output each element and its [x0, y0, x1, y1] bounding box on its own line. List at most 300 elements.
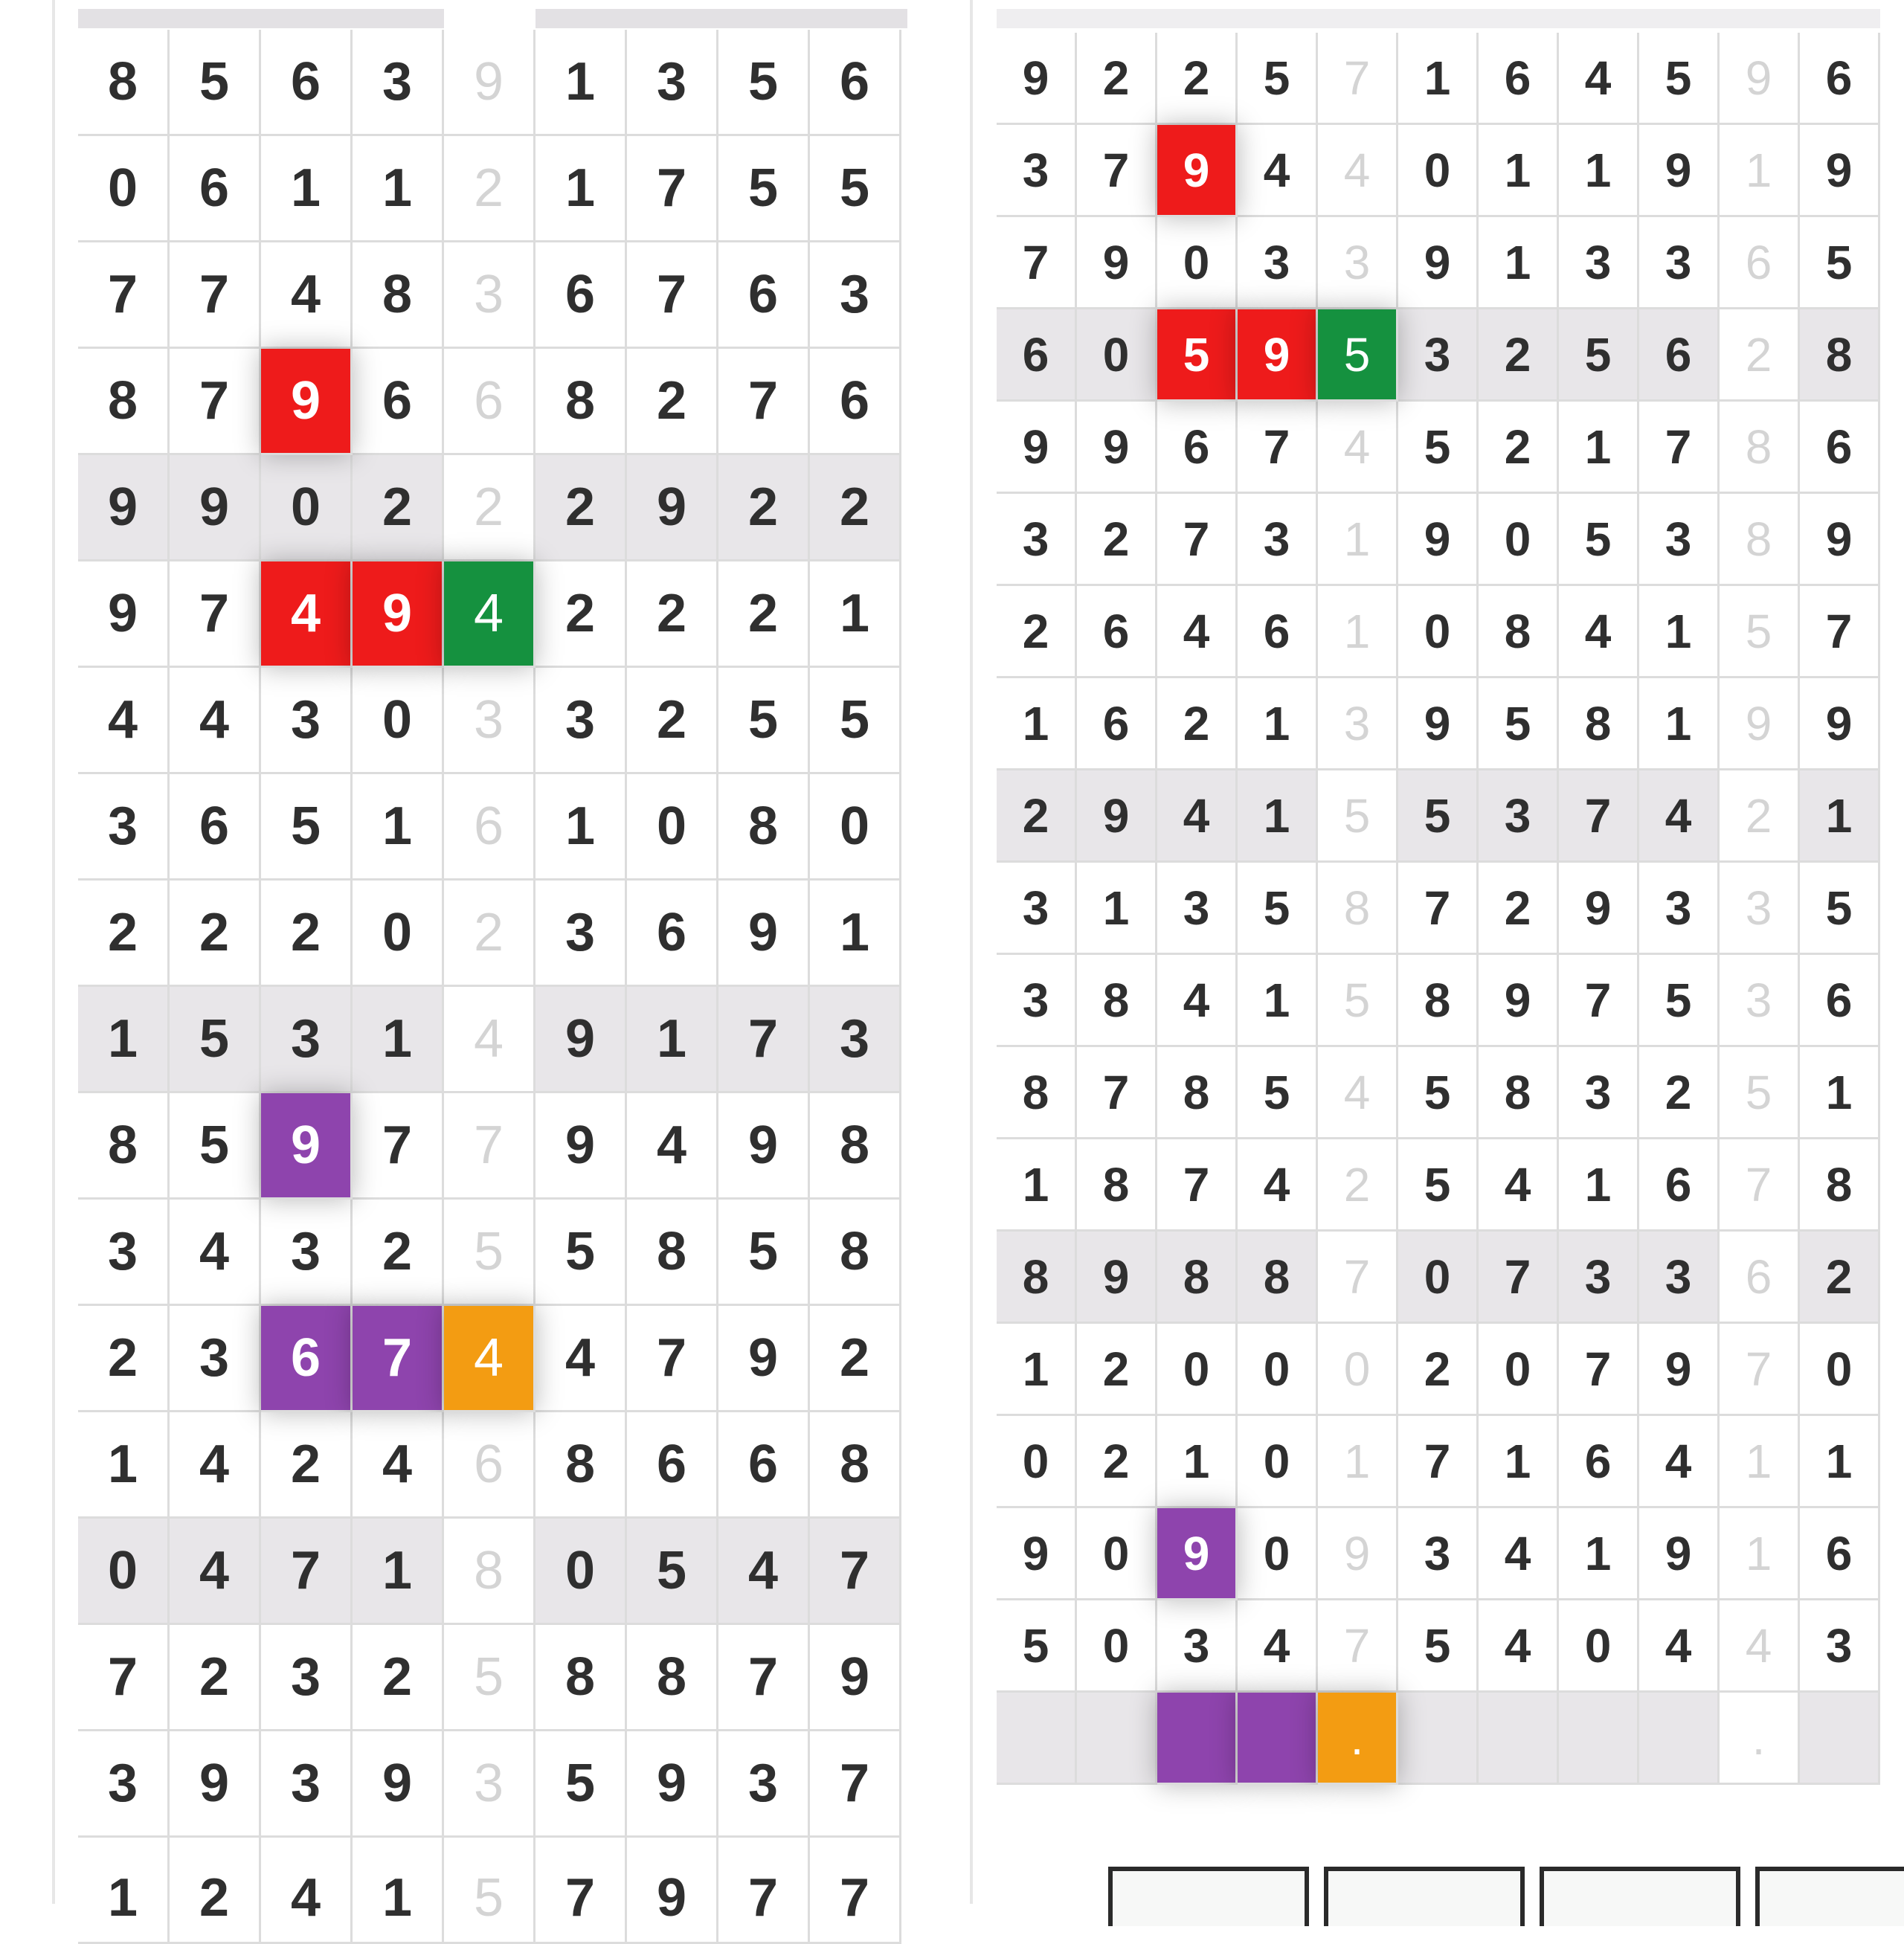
grid-cell[interactable]: 6: [1720, 1232, 1800, 1324]
grid-cell[interactable]: 3: [261, 1625, 353, 1731]
highlighted-cell-green[interactable]: 5: [1318, 309, 1398, 402]
grid-cell[interactable]: 6: [718, 1412, 810, 1519]
grid-cell[interactable]: 2: [444, 455, 536, 561]
grid-cell[interactable]: 5: [1800, 863, 1880, 955]
grid-cell[interactable]: 3: [1559, 1232, 1639, 1324]
grid-cell[interactable]: 5: [444, 1625, 536, 1731]
grid-cell[interactable]: 1: [997, 1324, 1077, 1416]
grid-cell[interactable]: 9: [1639, 125, 1720, 217]
highlighted-cell-purple[interactable]: 9: [1157, 1508, 1238, 1600]
grid-cell[interactable]: 9: [1398, 217, 1479, 309]
grid-cell[interactable]: 6: [810, 349, 901, 455]
grid-cell[interactable]: 3: [444, 242, 536, 349]
grid-cell[interactable]: 8: [810, 1093, 901, 1200]
grid-cell[interactable]: 1: [1318, 1416, 1398, 1508]
grid-cell[interactable]: 8: [1238, 1232, 1318, 1324]
grid-cell[interactable]: 6: [1800, 402, 1880, 494]
grid-cell[interactable]: 7: [1077, 125, 1157, 217]
grid-cell[interactable]: 8: [1077, 1139, 1157, 1232]
grid-cell[interactable]: 5: [170, 1093, 261, 1200]
grid-cell[interactable]: 8: [627, 1200, 718, 1306]
grid-cell[interactable]: 6: [444, 1412, 536, 1519]
grid-cell[interactable]: 2: [1479, 309, 1559, 402]
grid-cell[interactable]: 9: [1559, 863, 1639, 955]
grid-cell[interactable]: 6: [1639, 1139, 1720, 1232]
grid-cell[interactable]: 0: [1077, 1600, 1157, 1693]
grid-cell[interactable]: 5: [1238, 863, 1318, 955]
highlighted-cell-red[interactable]: 9: [261, 349, 353, 455]
grid-cell[interactable]: [997, 1693, 1077, 1785]
grid-cell[interactable]: 2: [997, 586, 1077, 678]
grid-cell[interactable]: 3: [444, 668, 536, 774]
grid-cell[interactable]: 4: [261, 1838, 353, 1944]
grid-cell[interactable]: 4: [1559, 586, 1639, 678]
grid-cell[interactable]: 2: [170, 881, 261, 987]
grid-cell[interactable]: 1: [353, 774, 444, 881]
grid-cell[interactable]: 8: [78, 30, 170, 136]
grid-cell[interactable]: 7: [627, 242, 718, 349]
grid-cell[interactable]: 2: [444, 881, 536, 987]
grid-cell[interactable]: 1: [1479, 217, 1559, 309]
grid-cell[interactable]: 3: [1238, 217, 1318, 309]
grid-cell[interactable]: 6: [997, 309, 1077, 402]
grid-cell[interactable]: 5: [1800, 217, 1880, 309]
highlighted-cell-red[interactable]: 9: [1157, 125, 1238, 217]
grid-cell[interactable]: 2: [997, 770, 1077, 863]
grid-cell[interactable]: 4: [261, 242, 353, 349]
highlighted-cell-orange[interactable]: .: [1318, 1693, 1398, 1785]
grid-cell[interactable]: 2: [718, 561, 810, 668]
grid-cell[interactable]: 5: [1398, 1139, 1479, 1232]
grid-cell[interactable]: 5: [1318, 955, 1398, 1047]
grid-cell[interactable]: 3: [170, 1306, 261, 1412]
grid-cell[interactable]: 2: [536, 561, 627, 668]
grid-cell[interactable]: 4: [1479, 1139, 1559, 1232]
grid-cell[interactable]: 3: [1318, 678, 1398, 770]
grid-cell[interactable]: 1: [353, 987, 444, 1093]
grid-cell[interactable]: 1: [1318, 494, 1398, 586]
grid-cell[interactable]: 7: [1559, 770, 1639, 863]
grid-cell[interactable]: 2: [1157, 678, 1238, 770]
grid-cell[interactable]: 5: [718, 30, 810, 136]
grid-cell[interactable]: 6: [810, 30, 901, 136]
grid-cell[interactable]: 4: [1639, 1416, 1720, 1508]
grid-cell[interactable]: 2: [1077, 1416, 1157, 1508]
highlighted-cell-red[interactable]: 9: [353, 561, 444, 668]
grid-cell[interactable]: 2: [718, 455, 810, 561]
grid-cell[interactable]: 0: [1398, 1232, 1479, 1324]
grid-cell[interactable]: 1: [536, 136, 627, 242]
grid-cell[interactable]: 3: [1639, 217, 1720, 309]
grid-cell[interactable]: 1: [353, 1838, 444, 1944]
grid-cell[interactable]: 2: [1398, 1324, 1479, 1416]
grid-cell[interactable]: 7: [1639, 402, 1720, 494]
grid-cell[interactable]: 1: [1559, 1508, 1639, 1600]
grid-cell[interactable]: 7: [78, 1625, 170, 1731]
grid-cell[interactable]: 3: [261, 668, 353, 774]
grid-cell[interactable]: 0: [536, 1519, 627, 1625]
grid-cell[interactable]: 4: [1559, 33, 1639, 125]
grid-cell[interactable]: 6: [1720, 217, 1800, 309]
grid-cell[interactable]: 8: [810, 1412, 901, 1519]
grid-cell[interactable]: 5: [170, 987, 261, 1093]
grid-cell[interactable]: 7: [1800, 586, 1880, 678]
grid-cell[interactable]: 1: [1720, 1416, 1800, 1508]
grid-cell[interactable]: 1: [1720, 125, 1800, 217]
grid-cell[interactable]: 5: [1720, 586, 1800, 678]
grid-cell[interactable]: 7: [810, 1519, 901, 1625]
grid-cell[interactable]: 6: [1800, 955, 1880, 1047]
grid-cell[interactable]: 2: [1077, 494, 1157, 586]
grid-cell[interactable]: 3: [1559, 1047, 1639, 1139]
grid-cell[interactable]: 0: [78, 1519, 170, 1625]
grid-cell[interactable]: 4: [170, 1519, 261, 1625]
grid-cell[interactable]: 7: [810, 1731, 901, 1838]
grid-cell[interactable]: 4: [536, 1306, 627, 1412]
grid-cell[interactable]: 3: [810, 987, 901, 1093]
grid-cell[interactable]: 6: [261, 30, 353, 136]
grid-cell[interactable]: 7: [718, 1625, 810, 1731]
grid-cell[interactable]: 5: [718, 136, 810, 242]
grid-cell[interactable]: 3: [1157, 1600, 1238, 1693]
grid-cell[interactable]: 7: [627, 1306, 718, 1412]
grid-cell[interactable]: [1800, 1693, 1880, 1785]
grid-cell[interactable]: 5: [1238, 1047, 1318, 1139]
grid-cell[interactable]: 8: [536, 1625, 627, 1731]
grid-cell[interactable]: 7: [1479, 1232, 1559, 1324]
highlighted-cell-red[interactable]: 4: [261, 561, 353, 668]
grid-cell[interactable]: 5: [997, 1600, 1077, 1693]
grid-cell[interactable]: .: [1720, 1693, 1800, 1785]
grid-cell[interactable]: 4: [718, 1519, 810, 1625]
grid-cell[interactable]: 5: [1318, 770, 1398, 863]
grid-cell[interactable]: 0: [1077, 1508, 1157, 1600]
grid-cell[interactable]: 5: [444, 1200, 536, 1306]
grid-cell[interactable]: 5: [1559, 309, 1639, 402]
grid-cell[interactable]: 6: [170, 136, 261, 242]
grid-cell[interactable]: 1: [261, 136, 353, 242]
grid-cell[interactable]: 4: [78, 668, 170, 774]
grid-cell[interactable]: 8: [718, 774, 810, 881]
grid-cell[interactable]: 9: [1077, 217, 1157, 309]
grid-cell[interactable]: 4: [1479, 1600, 1559, 1693]
grid-cell[interactable]: 6: [1238, 586, 1318, 678]
grid-cell[interactable]: 2: [353, 1625, 444, 1731]
grid-cell[interactable]: 4: [1238, 125, 1318, 217]
grid-cell[interactable]: 9: [718, 1093, 810, 1200]
grid-cell[interactable]: 0: [1559, 1600, 1639, 1693]
grid-cell[interactable]: 9: [1639, 1508, 1720, 1600]
grid-cell[interactable]: 1: [997, 678, 1077, 770]
grid-cell[interactable]: 7: [718, 349, 810, 455]
grid-cell[interactable]: 8: [78, 349, 170, 455]
grid-cell[interactable]: 1: [536, 774, 627, 881]
grid-cell[interactable]: 0: [1800, 1324, 1880, 1416]
grid-cell[interactable]: 8: [1720, 494, 1800, 586]
grid-cell[interactable]: 2: [444, 136, 536, 242]
grid-cell[interactable]: 2: [1720, 309, 1800, 402]
grid-cell[interactable]: 7: [444, 1093, 536, 1200]
grid-cell[interactable]: 2: [627, 561, 718, 668]
grid-cell[interactable]: 1: [353, 136, 444, 242]
grid-cell[interactable]: 9: [810, 1625, 901, 1731]
grid-cell[interactable]: 9: [536, 1093, 627, 1200]
grid-cell[interactable]: 9: [78, 455, 170, 561]
grid-cell[interactable]: 1: [1800, 1047, 1880, 1139]
grid-cell[interactable]: 3: [1720, 955, 1800, 1047]
grid-cell[interactable]: 2: [810, 1306, 901, 1412]
grid-cell[interactable]: 2: [1157, 33, 1238, 125]
grid-cell[interactable]: 8: [997, 1232, 1077, 1324]
grid-cell[interactable]: 8: [536, 349, 627, 455]
grid-cell[interactable]: 9: [997, 1508, 1077, 1600]
grid-cell[interactable]: 8: [78, 1093, 170, 1200]
grid-cell[interactable]: 4: [1157, 586, 1238, 678]
grid-cell[interactable]: 5: [536, 1731, 627, 1838]
grid-cell[interactable]: 7: [536, 1838, 627, 1944]
grid-cell[interactable]: 3: [1559, 217, 1639, 309]
grid-cell[interactable]: 3: [1639, 863, 1720, 955]
grid-cell[interactable]: 8: [1077, 955, 1157, 1047]
grid-cell[interactable]: 1: [1559, 402, 1639, 494]
grid-cell[interactable]: 1: [1238, 678, 1318, 770]
grid-cell[interactable]: 4: [353, 1412, 444, 1519]
grid-cell[interactable]: 0: [1077, 309, 1157, 402]
grid-cell[interactable]: 2: [1077, 1324, 1157, 1416]
grid-cell[interactable]: 0: [353, 668, 444, 774]
grid-cell[interactable]: 1: [536, 30, 627, 136]
grid-cell[interactable]: 1: [78, 987, 170, 1093]
grid-cell[interactable]: 9: [627, 455, 718, 561]
grid-cell[interactable]: 8: [997, 1047, 1077, 1139]
grid-cell[interactable]: 2: [170, 1838, 261, 1944]
grid-cell[interactable]: 1: [1479, 1416, 1559, 1508]
grid-cell[interactable]: 8: [1800, 1139, 1880, 1232]
grid-cell[interactable]: 8: [536, 1412, 627, 1519]
grid-cell[interactable]: 2: [353, 1200, 444, 1306]
grid-cell[interactable]: 3: [1157, 863, 1238, 955]
grid-cell[interactable]: 0: [1238, 1508, 1318, 1600]
grid-cell[interactable]: 3: [810, 242, 901, 349]
grid-cell[interactable]: 3: [1639, 1232, 1720, 1324]
grid-cell[interactable]: 0: [78, 136, 170, 242]
grid-cell[interactable]: 9: [1479, 955, 1559, 1047]
grid-cell[interactable]: 3: [1238, 494, 1318, 586]
grid-cell[interactable]: 0: [261, 455, 353, 561]
grid-cell[interactable]: 6: [1157, 402, 1238, 494]
grid-cell[interactable]: 8: [1318, 863, 1398, 955]
grid-cell[interactable]: 5: [1238, 33, 1318, 125]
grid-cell[interactable]: 6: [1077, 586, 1157, 678]
grid-cell[interactable]: 0: [1398, 586, 1479, 678]
grid-cell[interactable]: 6: [627, 1412, 718, 1519]
grid-cell[interactable]: 3: [627, 30, 718, 136]
grid-cell[interactable]: 3: [997, 494, 1077, 586]
grid-cell[interactable]: 7: [1318, 33, 1398, 125]
grid-cell[interactable]: 7: [261, 1519, 353, 1625]
grid-cell[interactable]: 3: [78, 1731, 170, 1838]
grid-cell[interactable]: 5: [1639, 955, 1720, 1047]
grid-cell[interactable]: 2: [1639, 1047, 1720, 1139]
grid-cell[interactable]: 7: [170, 561, 261, 668]
grid-cell[interactable]: 3: [997, 955, 1077, 1047]
grid-cell[interactable]: 1: [1238, 955, 1318, 1047]
grid-cell[interactable]: 0: [1398, 125, 1479, 217]
grid-cell[interactable]: 7: [353, 1093, 444, 1200]
grid-cell[interactable]: 5: [810, 136, 901, 242]
grid-cell[interactable]: [1479, 1693, 1559, 1785]
grid-cell[interactable]: 2: [353, 455, 444, 561]
grid-cell[interactable]: 8: [1398, 955, 1479, 1047]
grid-cell[interactable]: 4: [170, 1412, 261, 1519]
grid-cell[interactable]: 2: [627, 349, 718, 455]
grid-cell[interactable]: 9: [536, 987, 627, 1093]
grid-cell[interactable]: 7: [170, 242, 261, 349]
grid-cell[interactable]: 9: [1077, 770, 1157, 863]
grid-cell[interactable]: 3: [353, 30, 444, 136]
grid-cell[interactable]: 3: [997, 125, 1077, 217]
grid-cell[interactable]: 4: [1639, 770, 1720, 863]
grid-cell[interactable]: 0: [1479, 1324, 1559, 1416]
grid-cell[interactable]: 9: [1077, 402, 1157, 494]
grid-cell[interactable]: 2: [1479, 863, 1559, 955]
grid-cell[interactable]: 8: [444, 1519, 536, 1625]
grid-cell[interactable]: 9: [1318, 1508, 1398, 1600]
grid-cell[interactable]: 4: [1157, 770, 1238, 863]
grid-cell[interactable]: 5: [1398, 1600, 1479, 1693]
grid-cell[interactable]: [1398, 1693, 1479, 1785]
grid-cell[interactable]: 1: [1800, 770, 1880, 863]
grid-cell[interactable]: 6: [170, 774, 261, 881]
grid-cell[interactable]: 3: [997, 863, 1077, 955]
grid-cell[interactable]: 5: [627, 1519, 718, 1625]
grid-cell[interactable]: 2: [536, 455, 627, 561]
grid-cell[interactable]: 1: [1559, 125, 1639, 217]
grid-cell[interactable]: 3: [1800, 1600, 1880, 1693]
grid-cell[interactable]: 9: [444, 30, 536, 136]
grid-cell[interactable]: 5: [718, 1200, 810, 1306]
grid-cell[interactable]: 6: [444, 349, 536, 455]
grid-cell[interactable]: 6: [1559, 1416, 1639, 1508]
grid-cell[interactable]: 1: [1318, 586, 1398, 678]
grid-cell[interactable]: 9: [1398, 494, 1479, 586]
grid-cell[interactable]: 9: [78, 561, 170, 668]
bottom-button-3[interactable]: [1540, 1867, 1740, 1926]
grid-cell[interactable]: 5: [1720, 1047, 1800, 1139]
grid-cell[interactable]: 5: [1559, 494, 1639, 586]
grid-cell[interactable]: 3: [261, 1731, 353, 1838]
grid-cell[interactable]: 4: [1238, 1600, 1318, 1693]
grid-cell[interactable]: 3: [1720, 863, 1800, 955]
grid-cell[interactable]: 4: [1318, 402, 1398, 494]
grid-cell[interactable]: 6: [1639, 309, 1720, 402]
grid-cell[interactable]: 0: [997, 1416, 1077, 1508]
grid-cell[interactable]: 2: [1479, 402, 1559, 494]
grid-cell[interactable]: 0: [353, 881, 444, 987]
bottom-button-1[interactable]: [1108, 1867, 1309, 1926]
grid-cell[interactable]: 1: [78, 1838, 170, 1944]
grid-cell[interactable]: 8: [1479, 1047, 1559, 1139]
grid-cell[interactable]: 7: [1157, 1139, 1238, 1232]
grid-cell[interactable]: 6: [1077, 678, 1157, 770]
grid-cell[interactable]: 1: [810, 881, 901, 987]
grid-cell[interactable]: 9: [997, 402, 1077, 494]
grid-cell[interactable]: 3: [536, 668, 627, 774]
grid-cell[interactable]: 8: [1157, 1232, 1238, 1324]
grid-cell[interactable]: 2: [1318, 1139, 1398, 1232]
grid-cell[interactable]: 5: [1398, 770, 1479, 863]
grid-cell[interactable]: 3: [1318, 217, 1398, 309]
highlighted-cell-purple[interactable]: 9: [261, 1093, 353, 1200]
grid-cell[interactable]: 2: [78, 1306, 170, 1412]
grid-cell[interactable]: 2: [1077, 33, 1157, 125]
grid-cell[interactable]: 0: [1318, 1324, 1398, 1416]
grid-cell[interactable]: 5: [1398, 402, 1479, 494]
grid-cell[interactable]: 3: [536, 881, 627, 987]
grid-cell[interactable]: 9: [1398, 678, 1479, 770]
grid-cell[interactable]: 0: [810, 774, 901, 881]
grid-cell[interactable]: 7: [627, 136, 718, 242]
grid-cell[interactable]: 8: [353, 242, 444, 349]
grid-cell[interactable]: 7: [1720, 1324, 1800, 1416]
grid-cell[interactable]: 5: [1398, 1047, 1479, 1139]
grid-cell[interactable]: 9: [627, 1731, 718, 1838]
grid-cell[interactable]: 3: [78, 774, 170, 881]
grid-cell[interactable]: 6: [1479, 33, 1559, 125]
grid-cell[interactable]: 9: [718, 1306, 810, 1412]
grid-cell[interactable]: 3: [444, 1731, 536, 1838]
grid-cell[interactable]: 7: [170, 349, 261, 455]
grid-cell[interactable]: 8: [1559, 678, 1639, 770]
highlighted-cell-purple[interactable]: [1157, 1693, 1238, 1785]
grid-cell[interactable]: 7: [1318, 1232, 1398, 1324]
grid-cell[interactable]: 9: [1077, 1232, 1157, 1324]
grid-cell[interactable]: 0: [627, 774, 718, 881]
grid-cell[interactable]: 1: [1157, 1416, 1238, 1508]
grid-cell[interactable]: 9: [170, 455, 261, 561]
grid-cell[interactable]: [1559, 1693, 1639, 1785]
grid-cell[interactable]: 1: [810, 561, 901, 668]
grid-cell[interactable]: 2: [261, 1412, 353, 1519]
grid-cell[interactable]: 7: [997, 217, 1077, 309]
grid-cell[interactable]: 3: [78, 1200, 170, 1306]
grid-cell[interactable]: 6: [1800, 33, 1880, 125]
grid-cell[interactable]: 7: [1398, 1416, 1479, 1508]
grid-cell[interactable]: 1: [1559, 1139, 1639, 1232]
grid-cell[interactable]: 5: [444, 1838, 536, 1944]
grid-cell[interactable]: 9: [1800, 494, 1880, 586]
grid-cell[interactable]: 1: [627, 987, 718, 1093]
grid-cell[interactable]: 5: [536, 1200, 627, 1306]
grid-cell[interactable]: 1: [1479, 125, 1559, 217]
grid-cell[interactable]: 0: [1479, 494, 1559, 586]
grid-cell[interactable]: 2: [1720, 770, 1800, 863]
grid-cell[interactable]: 0: [1238, 1324, 1318, 1416]
grid-cell[interactable]: 4: [1318, 1047, 1398, 1139]
grid-cell[interactable]: 7: [1077, 1047, 1157, 1139]
grid-cell[interactable]: 1: [1639, 678, 1720, 770]
grid-cell[interactable]: 1: [78, 1412, 170, 1519]
grid-cell[interactable]: 1: [1800, 1416, 1880, 1508]
grid-cell[interactable]: 5: [261, 774, 353, 881]
highlighted-cell-red[interactable]: 9: [1238, 309, 1318, 402]
grid-cell[interactable]: 3: [1479, 770, 1559, 863]
grid-cell[interactable]: 2: [1800, 1232, 1880, 1324]
grid-cell[interactable]: 4: [1318, 125, 1398, 217]
grid-cell[interactable]: 3: [261, 987, 353, 1093]
grid-cell[interactable]: 8: [1157, 1047, 1238, 1139]
grid-cell[interactable]: 1: [1720, 1508, 1800, 1600]
